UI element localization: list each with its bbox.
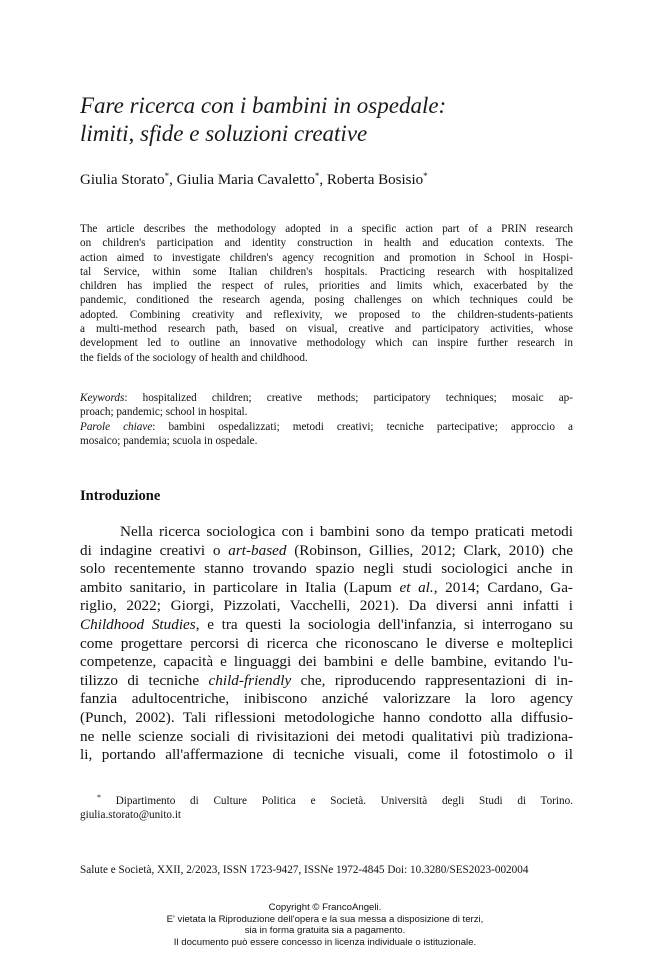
body-line: fanzia adultocentriche, inibiscono anziché valorizzare la loro agency (80, 690, 573, 708)
abstract-line: adopted. Combining creativity and reflexivity, we proposed to the children-students-patients (80, 308, 573, 321)
body-line: li, portando all'affermazione di tecniche visuali, come il fotostimolo o il (80, 746, 573, 764)
body-text-run: (Robinson, Gillies, 2012; Clark, 2010) che (286, 541, 573, 559)
body-text (80, 523, 573, 765)
keywords-block (80, 391, 573, 448)
footnote-mark: * (97, 793, 101, 802)
footnote-email: giulia.storato@unito.it (80, 809, 182, 822)
body-italic-run: et al. (399, 578, 434, 596)
body-text-run: che, riproducendo rappresentazioni di in- (291, 671, 573, 689)
abstract-line: the fields of the sociology of health and childhood. (80, 351, 308, 364)
title-line-2: limiti, sfide e soluzioni creative (80, 121, 368, 146)
author-1: Giulia Storato (80, 172, 165, 188)
author-3: Roberta Bosisio (326, 172, 424, 188)
body-line (80, 579, 573, 598)
copyright-line: sia in forma gratuita sia a pagamento. (244, 925, 406, 937)
copyright-line: E' vietata la Riproduzione dell'opera e la sua messa a disposizione di terzi, (166, 913, 484, 925)
body-line: competenze, capacità e linguaggi dei bambini e delle bambine, evitando l'u- (80, 653, 573, 671)
body-italic-run: art-based (228, 541, 287, 559)
keywords-it (80, 420, 573, 434)
author-3-mark: * (423, 171, 428, 181)
section-heading: Introduzione (80, 488, 161, 504)
keywords-en-label: Keywords (80, 392, 125, 404)
footnote-affiliation-text: Dipartimento di Culture Politica e Società. Università degli Studi di Torino. (101, 795, 573, 807)
author-list (80, 166, 428, 190)
body-line: Nella ricerca sociologica con i bambini sono da tempo praticati metodi (120, 523, 573, 540)
abstract-line: on children's participation and identity construction in health and education contexts. The (80, 237, 573, 250)
body-line (80, 616, 573, 635)
body-italic-run: Childhood Studies (80, 615, 196, 633)
body-line: (Punch, 2002). Tali riflessioni metodologiche hanno condotto alla diffusio- (80, 708, 573, 726)
abstract-line: a multi-method research path, based on visual, creative and participatory activities, whose (80, 323, 573, 336)
keywords-it-cont: mosaico; pandemia; scuola in ospedale. (80, 434, 258, 447)
body-line: solo recentemente stanno trovando spazio negli studi sociologici anche in (80, 560, 573, 578)
author-1-mark: * (164, 171, 170, 181)
body-line: come progettare percorsi di ricerca che riconoscano le diverse e molteplici (80, 634, 573, 652)
author-sep-2: , (319, 172, 327, 188)
title-line-1: Fare ricerca con i bambini in ospedale: (80, 93, 447, 118)
author-2-mark: * (314, 171, 320, 181)
copyright-notice (0, 902, 650, 949)
abstract-line: action aimed to investigate children's agency recognition and promotion in School in Hospi- (80, 251, 573, 264)
body-text-run: , e tra questi la sociologia dell'infanzia, si interrogano su (195, 615, 573, 633)
keywords-it-text: : bambini ospedalizzati; metodi creativi; tecniche partecipative; approccio a (152, 420, 573, 433)
abstract-line: children has implied the respect of rules, priorities and limits which, exacerbated by the (80, 280, 573, 293)
body-text-run: tilizzo di tecniche (80, 671, 209, 689)
body-line: ne nelle scienze sociali di rivisitazioni dei metodi qualitativi più tradiziona- (80, 727, 573, 745)
author-2: Giulia Maria Cavaletto (176, 172, 315, 188)
abstract-line: development led to outline an innovative methodology which can inspire further research in (80, 337, 573, 350)
abstract (80, 222, 573, 365)
body-line (80, 542, 573, 561)
keywords-it-label: Parole chiave (80, 420, 153, 433)
body-text-run: di indagine creativi o (80, 541, 229, 559)
keywords-en-cont: proach; pandemic; school in hospital. (80, 406, 248, 419)
body-text-run: , 2014; Cardano, Ga- (433, 578, 573, 596)
journal-citation: Salute e Società, XXII, 2/2023, ISSN 1723-9427, ISSNe 1972-4845 Doi: 10.3280/SES2023-002004 (80, 864, 529, 876)
footnote-affiliation (80, 791, 573, 808)
body-italic-run: child-friendly (208, 671, 292, 689)
article-title (80, 92, 580, 148)
abstract-line: tal Service, within some Italian children's hospitals. Practicing research with hospitalized (80, 265, 573, 278)
footnote (80, 791, 573, 823)
body-line (80, 672, 573, 691)
keywords-en-text: : hospitalized children; creative methods; participatory techniques; mosaic ap- (124, 392, 573, 404)
body-line: riglio, 2022; Giorgi, Pizzolati, Vacchelli, 2021). Da diversi anni infatti i (80, 597, 573, 615)
abstract-line: pandemic, conditioned the research agenda, posing challenges on which techniques could be (80, 294, 573, 307)
body-text-run: ambito sanitario, in particolare in Italia (Lapum (80, 578, 400, 596)
copyright-line: Il documento può essere concesso in licenza individuale o istituzionale. (173, 937, 477, 949)
copyright-line: Copyright © FrancoAngeli. (268, 902, 382, 913)
abstract-line: The article describes the methodology adopted in a specific action part of a PRIN research (80, 223, 573, 235)
author-sep-1: , (169, 172, 177, 188)
keywords-en (80, 391, 573, 405)
